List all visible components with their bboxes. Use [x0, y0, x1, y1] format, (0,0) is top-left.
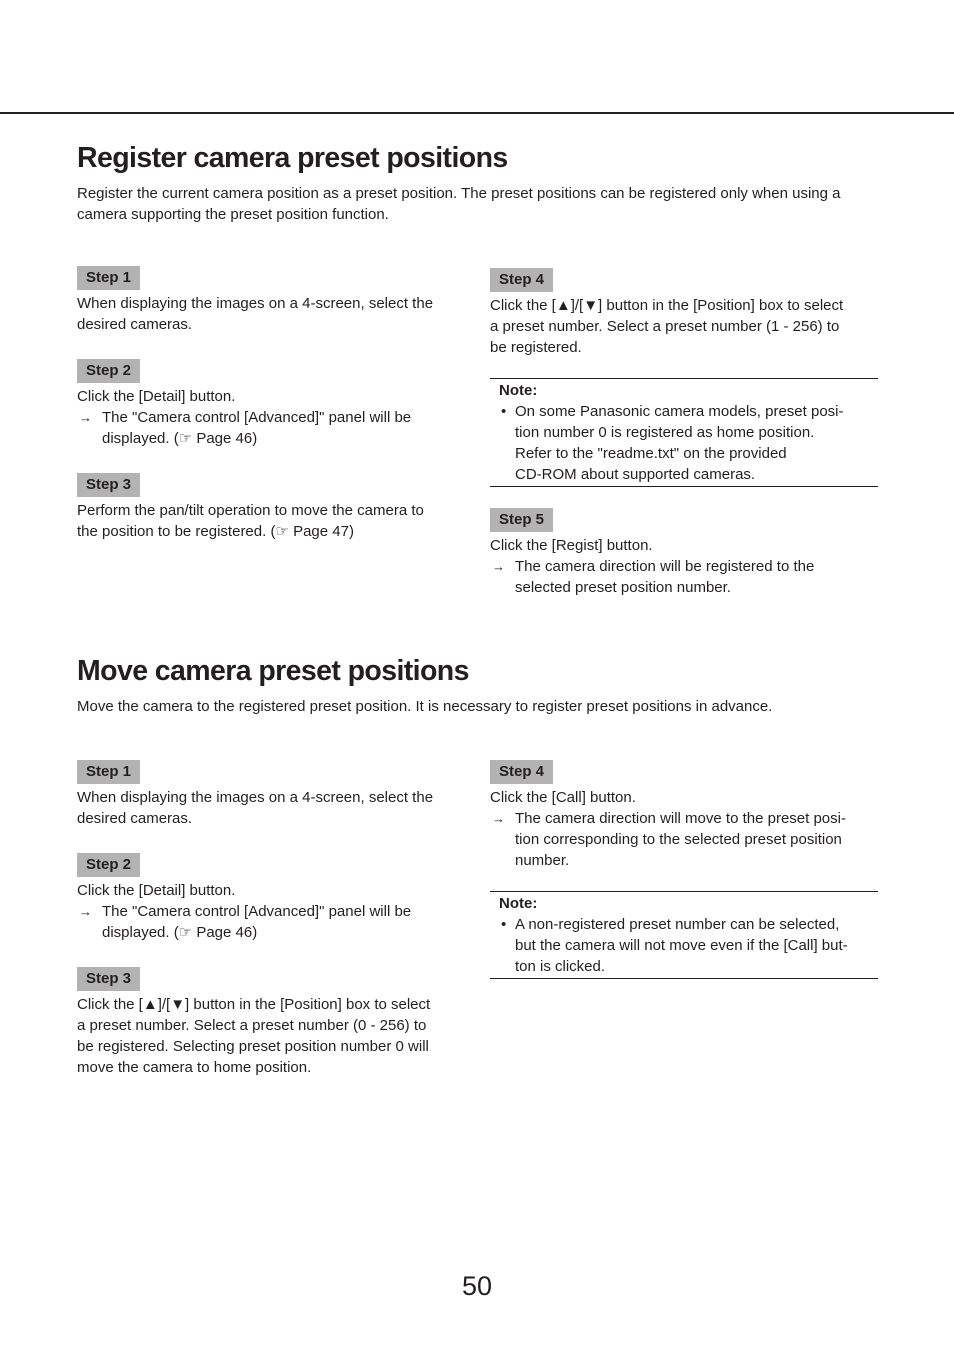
step-text: Perform the pan/tilt operation to move the camera to the position to be registered. (☞ Page 47)	[77, 502, 424, 540]
step-text: Click the [Detail] button.	[77, 882, 236, 899]
step-text: Click the [Regist] button.	[490, 537, 653, 554]
register-intro-text: Register the current camera position as a preset position. The preset positions can be registered only when using a camera supporting the preset position function.	[77, 185, 841, 223]
step-text: Click the [Call] button.	[490, 789, 636, 806]
step-text: Click the [Detail] button.	[77, 388, 236, 405]
register-step-1	[77, 266, 465, 335]
move-intro-text: Move the camera to the registered preset position. It is necessary to register preset positions in advance.	[77, 698, 773, 715]
header-rule	[0, 112, 954, 114]
step-text: Click the [▲]/[▼] button in the [Position] box to select a preset number. Select a preset number (0 - 256) to be registered. Selecting preset position number 0 will move the camera to home position.	[77, 996, 431, 1076]
move-step-3	[77, 967, 465, 1078]
arrow-right-icon: →	[79, 904, 92, 919]
move-note	[490, 891, 878, 979]
register-right-column	[490, 268, 878, 598]
note-title: Note:	[499, 382, 538, 399]
move-left-column	[77, 760, 465, 1078]
step-result: → The camera direction will be registered to the selected preset position number.	[492, 558, 815, 596]
move-intro	[77, 696, 877, 717]
move-step-1	[77, 760, 465, 829]
step-badge: Step 4	[490, 268, 553, 292]
step-text: When displaying the images on a 4-screen, select the desired cameras.	[77, 789, 434, 827]
step-badge: Step 2	[77, 359, 140, 383]
step-badge: Step 3	[77, 473, 140, 497]
register-intro	[77, 183, 877, 225]
register-left-column	[77, 266, 465, 542]
step-badge: Step 3	[77, 967, 140, 991]
step-text: When displaying the images on a 4-screen, select the desired cameras.	[77, 295, 434, 333]
register-step-4	[490, 268, 878, 358]
register-step-3	[77, 473, 465, 542]
note-bullet: • On some Panasonic camera models, preset posi- tion number 0 is registered as home position. Refer to the "readme.txt" on the provided CD-ROM about supported cameras.	[501, 403, 844, 483]
step-result: → The "Camera control [Advanced]" panel will be displayed. (☞ Page 46)	[79, 903, 412, 941]
arrow-right-icon: →	[492, 559, 505, 574]
step-result: → The "Camera control [Advanced]" panel will be displayed. (☞ Page 46)	[79, 409, 412, 447]
arrow-right-icon: →	[79, 410, 92, 425]
move-section-title: Move camera preset positions	[77, 655, 469, 687]
step-result: → The camera direction will move to the preset posi- tion corresponding to the selected preset position number.	[492, 810, 846, 869]
step-text: Click the [▲]/[▼] button in the [Position] box to select a preset number. Select a preset number (1 - 256) to be registered.	[490, 297, 844, 356]
register-section-title: Register camera preset positions	[77, 142, 508, 174]
move-step-4	[490, 760, 878, 871]
note-title: Note:	[499, 895, 538, 912]
arrow-right-icon: →	[492, 811, 505, 826]
move-right-column	[490, 760, 878, 979]
step-badge: Step 1	[77, 760, 140, 784]
step-badge: Step 1	[77, 266, 140, 290]
register-step-2	[77, 359, 465, 449]
page-number: 50	[461, 1271, 493, 1301]
step-badge: Step 4	[490, 760, 553, 784]
bullet-icon: •	[501, 403, 507, 420]
register-note	[490, 378, 878, 487]
register-step-5	[490, 508, 878, 598]
step-badge: Step 5	[490, 508, 553, 532]
step-badge: Step 2	[77, 853, 140, 877]
move-step-2	[77, 853, 465, 943]
note-bullet: • A non-registered preset number can be selected, but the camera will not move even if the [Call] but- ton is clicked.	[501, 916, 848, 975]
bullet-icon: •	[501, 916, 507, 933]
